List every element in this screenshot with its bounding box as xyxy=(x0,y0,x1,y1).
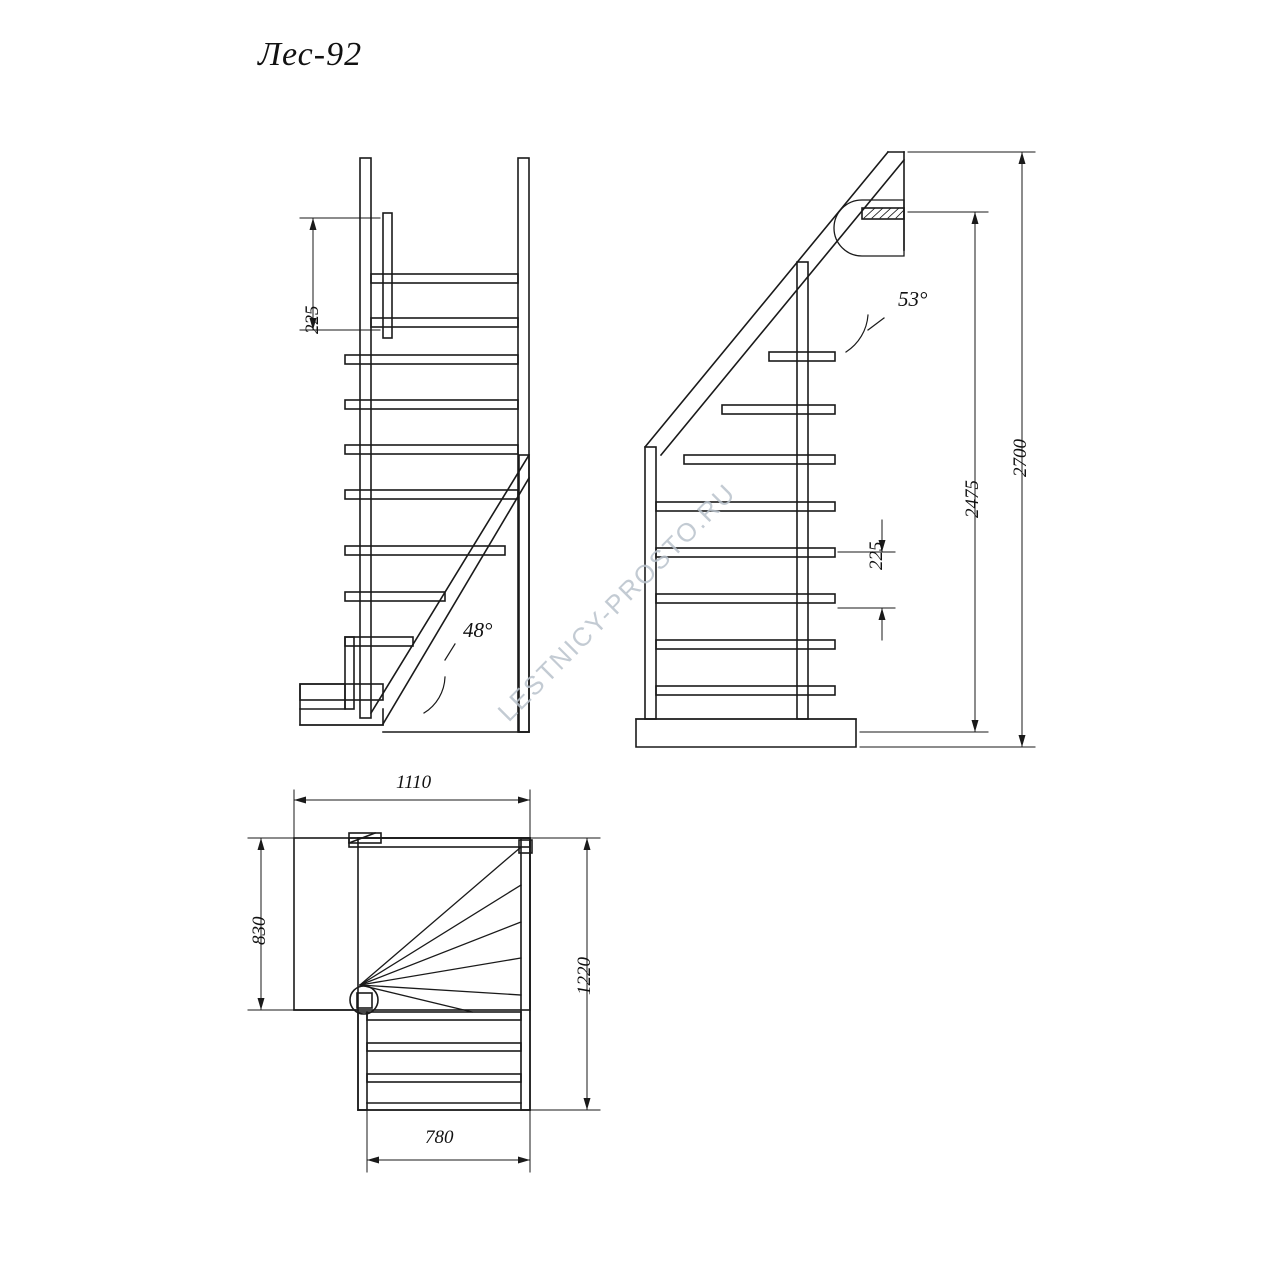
front-elevation-geometry xyxy=(300,158,529,732)
side-riser-dimension xyxy=(838,520,895,640)
front-riser-label: 225 xyxy=(302,305,323,334)
plan-width-dimension xyxy=(294,790,530,838)
drawing-title: Лес-92 xyxy=(258,36,363,73)
side-angle-label: 53° xyxy=(898,287,928,311)
plan-right-depth-label: 1220 xyxy=(574,957,595,995)
plan-bottom-width-label: 780 xyxy=(425,1127,454,1148)
plan-left-depth-label: 830 xyxy=(249,916,270,945)
overall-height-label: 2700 xyxy=(1010,439,1031,477)
side-riser-label: 225 xyxy=(866,541,887,570)
plan-view-geometry xyxy=(294,833,532,1110)
side-elevation-geometry xyxy=(636,152,904,747)
plan-width-label: 1110 xyxy=(396,772,432,793)
watermark-text: LESTNICY-PROSTO.RU xyxy=(491,477,742,728)
overall-height-dimension xyxy=(860,152,1035,747)
front-angle-label: 48° xyxy=(463,618,493,642)
stair-height-label: 2475 xyxy=(962,480,983,518)
